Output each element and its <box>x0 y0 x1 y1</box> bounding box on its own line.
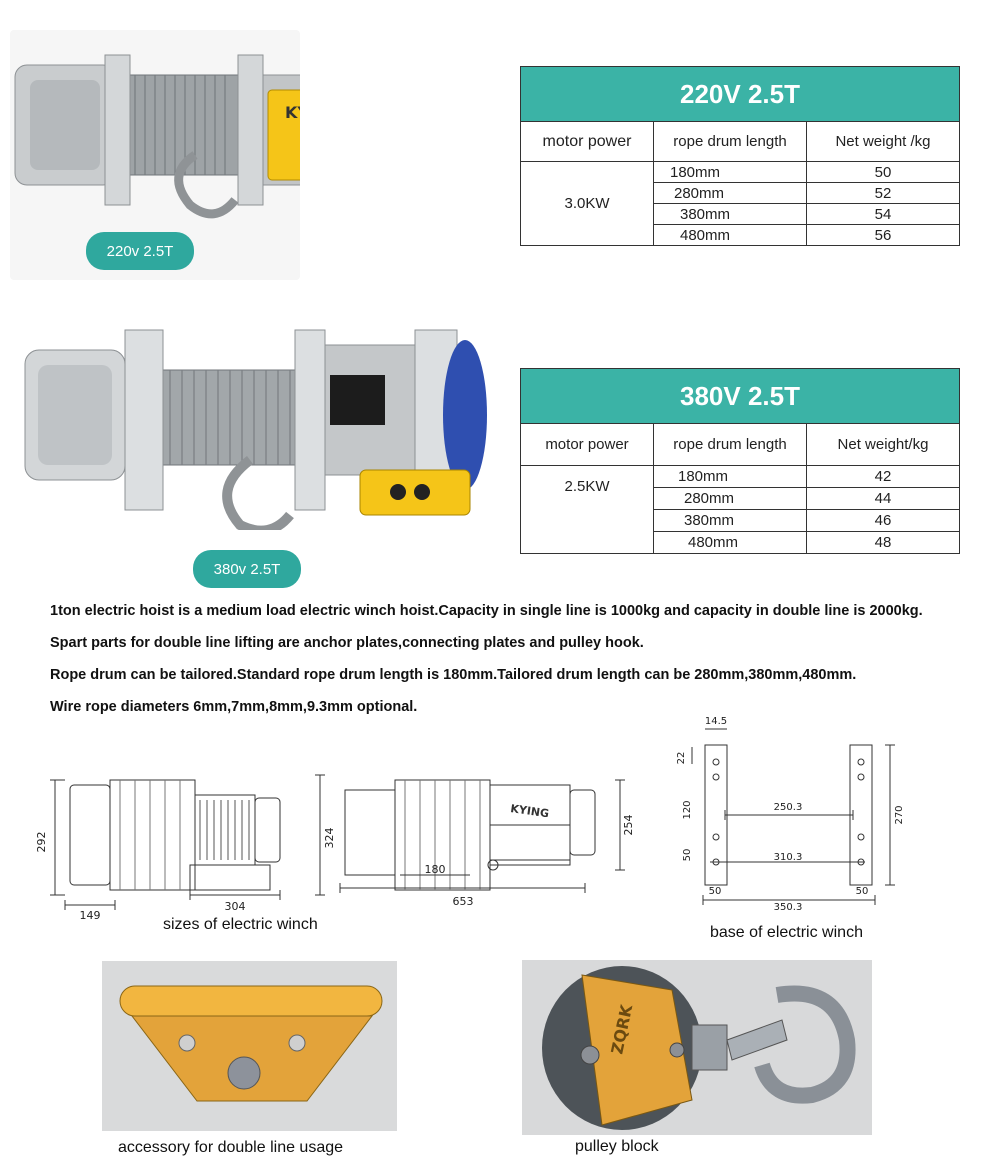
motor-power-value: 2.5KW <box>521 466 654 554</box>
product-label-380v: 380v 2.5T <box>193 550 301 588</box>
dimension-label: 250.3 <box>773 802 803 813</box>
dimension-label: 270 <box>894 805 905 825</box>
header-net-weight: Net weight/kg <box>807 424 960 466</box>
dimension-label: 50 <box>855 886 869 897</box>
dimension-label: 14.5 <box>704 716 728 727</box>
weight-cell: 50 <box>807 162 960 183</box>
weight-cell: 54 <box>807 204 960 225</box>
header-rope-drum-length: rope drum length <box>654 424 807 466</box>
table-title: 220V 2.5T <box>521 67 960 122</box>
description-line: 1ton electric hoist is a medium load electric winch hoist.Capacity in single line is 1000kg and capacity in double line is 2000kg. <box>50 603 923 619</box>
table-title: 380V 2.5T <box>521 369 960 424</box>
dimension-label: 120 <box>682 800 693 820</box>
winch-photo-380v <box>10 320 490 580</box>
dimension-label: 324 <box>323 827 336 849</box>
weight-cell: 48 <box>807 532 960 554</box>
dimension-label: 180 <box>424 863 446 876</box>
drum-length-cell: 480mm <box>654 225 807 246</box>
dimension-label: 310.3 <box>773 852 803 863</box>
pulley-stamp: ZQRK <box>607 1003 637 1056</box>
header-motor-power: motor power <box>521 424 654 466</box>
brand-label: KYING <box>285 103 342 122</box>
header-motor-power: motor power <box>521 122 654 162</box>
product-label-220v: 220v 2.5T <box>86 232 194 270</box>
base-drawing-caption: base of electric winch <box>710 924 863 941</box>
dimension-label: 149 <box>79 909 101 920</box>
drum-length-cell: 380mm <box>654 204 807 225</box>
winch-drawing-caption: sizes of electric winch <box>163 916 318 933</box>
pulley-caption: pulley block <box>575 1138 659 1155</box>
winch-dimension-drawing <box>35 760 635 920</box>
description-line: Wire rope diameters 6mm,7mm,8mm,9.3mm optional. <box>50 699 418 715</box>
dimension-label: 304 <box>224 900 246 913</box>
weight-cell: 52 <box>807 183 960 204</box>
dimension-label: 350.3 <box>773 902 803 912</box>
dimension-label: 254 <box>622 814 635 836</box>
drum-length-cell: 280mm <box>654 183 807 204</box>
spec-table-220v <box>520 66 960 246</box>
accessory-image <box>102 961 397 1131</box>
description-line: Spart parts for double line lifting are anchor plates,connecting plates and pulley hook. <box>50 635 644 651</box>
header-rope-drum-length: rope drum length <box>654 122 807 162</box>
drum-length-cell: 480mm <box>654 532 807 554</box>
drum-length-cell: 180mm <box>654 466 807 488</box>
dimension-label: 22 <box>676 751 687 765</box>
weight-cell: 44 <box>807 488 960 510</box>
dimension-label: 50 <box>708 886 722 897</box>
drum-length-cell: 180mm <box>654 162 807 183</box>
drum-length-cell: 280mm <box>654 488 807 510</box>
description-line: Rope drum can be tailored.Standard rope drum length is 180mm.Tailored drum length can be 280mm,380mm,480mm. <box>50 667 857 683</box>
header-net-weight: Net weight /kg <box>807 122 960 162</box>
drawing-brand-label: KYING <box>509 802 550 821</box>
pulley-image <box>522 960 872 1135</box>
dimension-label: 653 <box>452 895 474 908</box>
drum-length-cell: 380mm <box>654 510 807 532</box>
weight-cell: 42 <box>807 466 960 488</box>
spec-table-380v <box>520 368 960 554</box>
base-dimension-drawing <box>670 712 910 912</box>
weight-cell: 56 <box>807 225 960 246</box>
accessory-caption: accessory for double line usage <box>118 1139 344 1156</box>
dimension-label: 292 <box>35 831 48 853</box>
weight-cell: 46 <box>807 510 960 532</box>
dimension-label: 50 <box>682 848 693 862</box>
motor-power-value: 3.0KW <box>521 162 654 246</box>
